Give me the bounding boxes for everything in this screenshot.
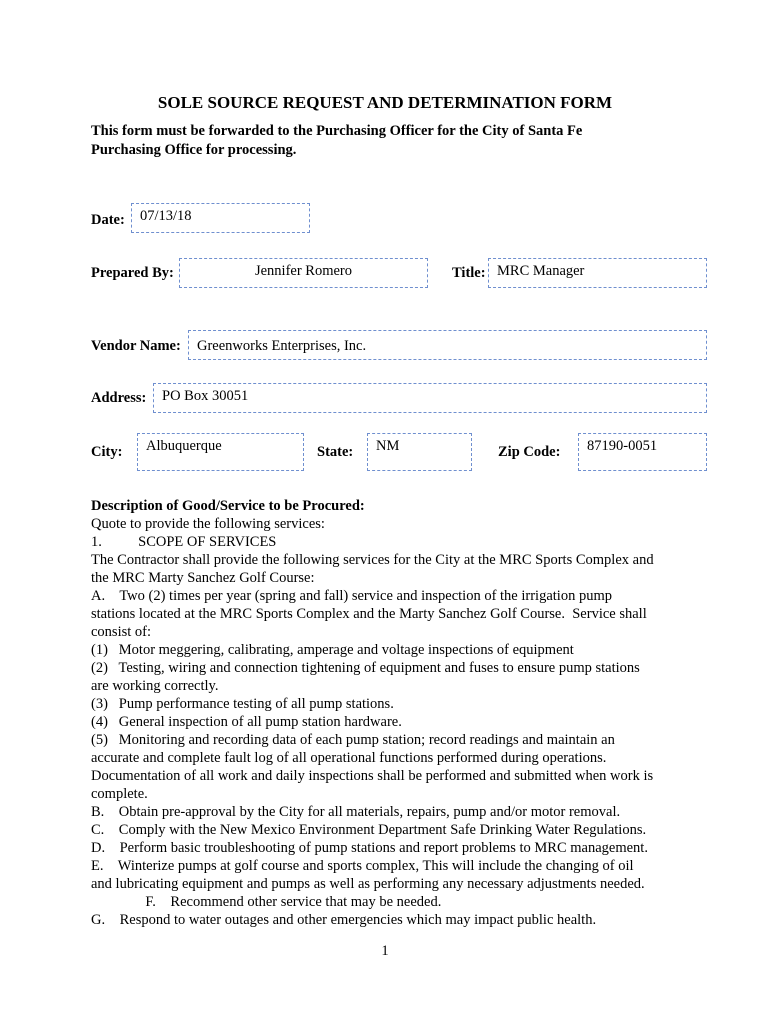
city-label: City:	[91, 444, 123, 460]
date-field[interactable]: 07/13/18	[131, 203, 310, 233]
city-field[interactable]: Albuquerque	[137, 433, 304, 471]
description-line: F. Recommend other service that may be needed.	[91, 894, 442, 910]
description-line: G. Respond to water outages and other emergencies which may impact public health.	[91, 912, 597, 928]
state-label: State:	[317, 444, 354, 460]
description-line: Quote to provide the following services:	[91, 516, 325, 532]
prepared-by-field[interactable]: Jennifer Romero	[179, 258, 428, 288]
description-line: 1. SCOPE OF SERVICES	[91, 534, 277, 550]
title-field[interactable]: MRC Manager	[488, 258, 707, 288]
state-field[interactable]: NM	[367, 433, 472, 471]
description-line: (3) Pump performance testing of all pump stations.	[91, 696, 394, 712]
prepared-by-label: Prepared By:	[91, 265, 174, 281]
description-line: accurate and complete fault log of all operational functions performed during operations.	[91, 750, 607, 766]
zip-code-label: Zip Code:	[498, 444, 561, 460]
description-line: are working correctly.	[91, 678, 219, 694]
description-line: B. Obtain pre-approval by the City for all materials, repairs, pump and/or motor removal.	[91, 804, 621, 820]
instructions-line-2: Purchasing Office for processing.	[91, 142, 297, 158]
description-section	[91, 497, 691, 929]
title-label: Title:	[452, 265, 486, 281]
description-line: consist of:	[91, 624, 152, 640]
zip-code-field[interactable]: 87190-0051	[578, 433, 707, 471]
description-line: the MRC Marty Sanchez Golf Course:	[91, 570, 315, 586]
description-heading: Description of Good/Service to be Procured:	[91, 498, 365, 514]
description-line: stations located at the MRC Sports Complex and the Marty Sanchez Golf Course. Service shall	[91, 606, 647, 622]
description-line: Documentation of all work and daily inspections shall be performed and submitted when work is	[91, 768, 654, 784]
description-line: C. Comply with the New Mexico Environment Department Safe Drinking Water Regulations.	[91, 822, 647, 838]
description-line: E. Winterize pumps at golf course and sports complex, This will include the changing of oil	[91, 858, 634, 874]
description-line: D. Perform basic troubleshooting of pump stations and report problems to MRC management.	[91, 840, 648, 856]
date-label: Date:	[91, 212, 125, 228]
instructions-line-1: This form must be forwarded to the Purchasing Officer for the City of Santa Fe	[91, 123, 583, 139]
description-line: (4) General inspection of all pump station hardware.	[91, 714, 402, 730]
form-title: SOLE SOURCE REQUEST AND DETERMINATION FORM	[157, 93, 613, 112]
description-line: (2) Testing, wiring and connection tightening of equipment and fuses to ensure pump stations	[91, 660, 640, 676]
address-label: Address:	[91, 390, 147, 406]
address-field[interactable]: PO Box 30051	[153, 383, 707, 413]
description-line: and lubricating equipment and pumps as well as performing any necessary adjustments needed.	[91, 876, 645, 892]
page-number: 1	[381, 943, 389, 959]
vendor-name-label: Vendor Name:	[91, 338, 181, 354]
form-instructions	[91, 122, 691, 160]
description-line: A. Two (2) times per year (spring and fall) service and inspection of the irrigation pump	[91, 588, 612, 604]
vendor-name-field[interactable]: Greenworks Enterprises, Inc.	[188, 330, 707, 360]
description-line: (5) Monitoring and recording data of each pump station; record readings and maintain an	[91, 732, 615, 748]
description-line: complete.	[91, 786, 148, 802]
description-line: The Contractor shall provide the following services for the City at the MRC Sports Complex and	[91, 552, 654, 568]
description-lines	[91, 515, 691, 929]
description-line: (1) Motor meggering, calibrating, amperage and voltage inspections of equipment	[91, 642, 574, 658]
